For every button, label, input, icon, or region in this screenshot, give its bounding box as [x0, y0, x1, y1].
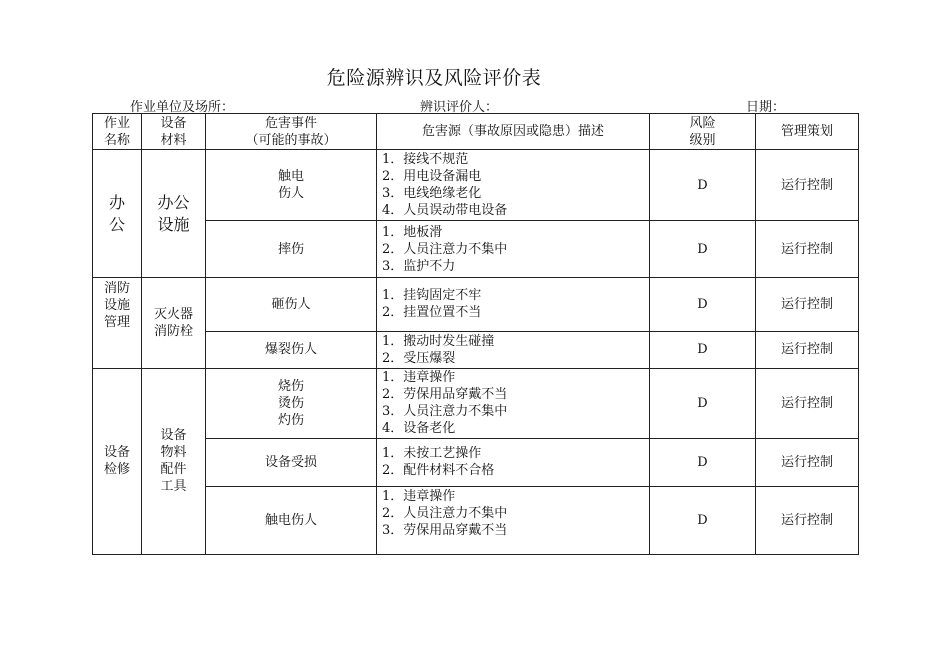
header-work-name: 作业 名称 [93, 114, 142, 150]
event-cell: 烧伤 烫伤 灼伤 [206, 368, 377, 438]
hazard-cell [377, 278, 650, 332]
assessor-label: 辨识评价人： [420, 100, 499, 115]
risk-level-cell: D [650, 278, 756, 332]
strategy-cell: 运行控制 [756, 486, 859, 554]
hazard-item: 4．人员误动带电设备 [382, 203, 508, 218]
work-name-cell-empty [93, 331, 142, 368]
hazard-cell [377, 368, 650, 438]
equipment-cell: 办公 设施 [142, 150, 206, 278]
page-title: 危险源辨识及风险评价表 [326, 67, 542, 89]
hazard-item: 2．人员注意力不集中 [382, 241, 508, 257]
date-label: 日期： [746, 100, 786, 115]
unit-label: 作业单位及场所： [130, 100, 235, 115]
risk-assessment-table [92, 113, 859, 555]
event-cell: 摔伤 [206, 221, 377, 278]
hazard-item: 1．接线不规范 [382, 152, 469, 167]
table-row [93, 331, 859, 368]
header-hazard: 危害源（事故原因或隐患）描述 [377, 114, 650, 150]
table-row [93, 221, 859, 278]
hazard-item: 1．未按工艺操作 [382, 446, 482, 461]
hazard-item: 2．人员注意力不集中 [382, 505, 508, 521]
event-cell: 爆裂伤人 [206, 331, 377, 368]
hazard-item: 2．配件材料不合格 [382, 463, 495, 478]
hazard-item: 3．劳保用品穿戴不当 [382, 522, 508, 538]
hazard-item: 4．设备老化 [382, 421, 456, 436]
event-cell: 设备受损 [206, 438, 377, 486]
hazard-item: 1．地板滑 [382, 224, 443, 240]
equipment-cell: 灭火器 消防栓 [142, 278, 206, 369]
table-row [93, 438, 859, 486]
header-risk: 风险 级别 [650, 114, 756, 150]
table-row [93, 368, 859, 438]
hazard-item: 1．违章操作 [382, 488, 456, 504]
equipment-cell: 设备 物料 配件 工具 [142, 368, 206, 554]
risk-level-cell: D [650, 368, 756, 438]
risk-level-cell: D [650, 438, 756, 486]
table-row [93, 278, 859, 332]
table-row [93, 150, 859, 221]
work-name-cell: 消防 设施 管理 [93, 278, 142, 332]
hazard-cell [377, 438, 650, 486]
event-cell: 触电 伤人 [206, 150, 377, 221]
hazard-item: 2．劳保用品穿戴不当 [382, 387, 508, 402]
hazard-item: 3．电线绝缘老化 [382, 186, 482, 201]
header-strategy: 管理策划 [756, 114, 859, 150]
header-equipment: 设备 材料 [142, 114, 206, 150]
event-cell: 砸伤人 [206, 278, 377, 332]
risk-level-cell: D [650, 331, 756, 368]
strategy-cell: 运行控制 [756, 438, 859, 486]
risk-level-cell: D [650, 486, 756, 554]
table-row [93, 486, 859, 554]
strategy-cell: 运行控制 [756, 278, 859, 332]
risk-level-cell: D [650, 221, 756, 278]
hazard-item: 2．受压爆裂 [382, 350, 456, 366]
hazard-cell [377, 150, 650, 221]
work-name-cell: 设备 检修 [93, 368, 142, 554]
hazard-cell [377, 221, 650, 278]
hazard-item: 3．监护不力 [382, 258, 456, 274]
work-name-cell: 办 公 [93, 150, 142, 278]
hazard-item: 3．人员注意力不集中 [382, 404, 508, 419]
event-cell: 触电伤人 [206, 486, 377, 554]
header-row [93, 114, 859, 150]
hazard-cell [377, 486, 650, 554]
strategy-cell: 运行控制 [756, 331, 859, 368]
hazard-item: 2．挂置位置不当 [382, 305, 482, 321]
risk-level-cell: D [650, 150, 756, 221]
hazard-cell [377, 331, 650, 368]
strategy-cell: 运行控制 [756, 150, 859, 221]
hazard-item: 1．挂钩固定不牢 [382, 288, 482, 304]
hazard-item: 1．搬动时发生碰撞 [382, 333, 495, 349]
strategy-cell: 运行控制 [756, 368, 859, 438]
header-event: 危害事件 （可能的事故） [206, 114, 377, 150]
hazard-item: 1．违章操作 [382, 370, 456, 385]
strategy-cell: 运行控制 [756, 221, 859, 278]
hazard-item: 2．用电设备漏电 [382, 169, 482, 184]
